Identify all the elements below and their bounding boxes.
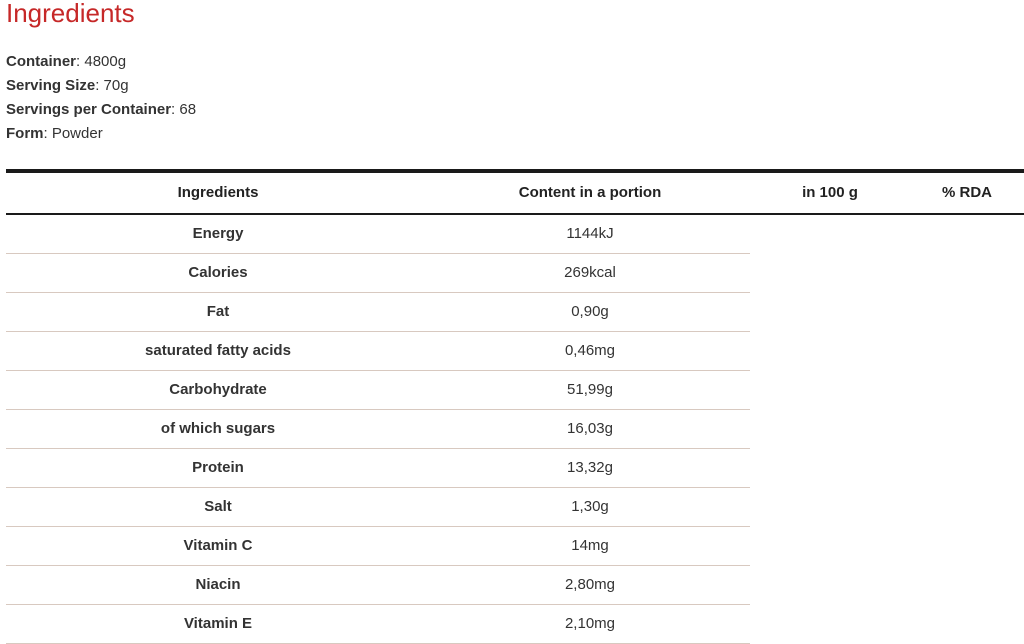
info-label: Container <box>6 53 77 70</box>
section-heading: Ingredients <box>6 0 135 28</box>
table-row <box>6 410 750 449</box>
info-value: : Powder <box>43 125 103 142</box>
table-row <box>6 566 750 605</box>
table-row <box>6 371 750 410</box>
cell-portion: 2,10mg <box>564 615 616 632</box>
cell-ingredient: Carbohydrate <box>169 381 267 398</box>
info-servings-per-container <box>6 98 196 122</box>
cell-ingredient: of which sugars <box>160 420 276 437</box>
cell-portion: 0,46mg <box>564 342 616 359</box>
cell-ingredient: Energy <box>192 225 244 242</box>
cell-ingredient: saturated fatty acids <box>145 342 291 359</box>
cell-portion: 16,03g <box>567 420 613 437</box>
table-header-row <box>6 173 1024 215</box>
cell-ingredient: Protein <box>192 459 244 476</box>
cell-ingredient: Vitamin C <box>183 537 253 554</box>
cell-portion: 0,90g <box>571 303 609 320</box>
table-row <box>6 254 750 293</box>
header-per-100g: in 100 g <box>802 184 858 201</box>
table-body <box>6 215 750 644</box>
header-portion: Content in a portion <box>518 184 662 201</box>
cell-portion: 1,30g <box>571 498 609 515</box>
cell-portion: 13,32g <box>567 459 613 476</box>
header-rda: % RDA <box>941 184 992 201</box>
table-row <box>6 449 750 488</box>
cell-portion: 14mg <box>571 537 609 554</box>
cell-portion: 269kcal <box>564 264 616 281</box>
cell-ingredient: Vitamin E <box>183 615 253 632</box>
table-row <box>6 527 750 566</box>
cell-portion: 51,99g <box>567 381 613 398</box>
table-row <box>6 293 750 332</box>
info-label: Serving Size <box>6 77 96 94</box>
info-serving-size <box>6 74 196 98</box>
cell-ingredient: Fat <box>206 303 230 320</box>
cell-ingredient: Niacin <box>195 576 241 593</box>
nutrition-table <box>6 169 1024 644</box>
cell-portion: 2,80mg <box>564 576 616 593</box>
cell-ingredient: Calories <box>188 264 248 281</box>
info-value: : 4800g <box>76 53 127 70</box>
table-row <box>6 332 750 371</box>
info-value: : 68 <box>171 101 197 118</box>
table-row <box>6 488 750 527</box>
info-value: : 70g <box>95 77 129 94</box>
header-ingredients: Ingredients <box>177 184 259 201</box>
table-row <box>6 215 750 254</box>
product-info <box>6 50 196 146</box>
cell-portion: 1144kJ <box>566 225 614 242</box>
table-row <box>6 605 750 644</box>
info-container <box>6 50 196 74</box>
info-label: Form <box>6 125 44 142</box>
info-label: Servings per Container <box>6 101 172 118</box>
info-form <box>6 122 196 146</box>
cell-ingredient: Salt <box>204 498 232 515</box>
